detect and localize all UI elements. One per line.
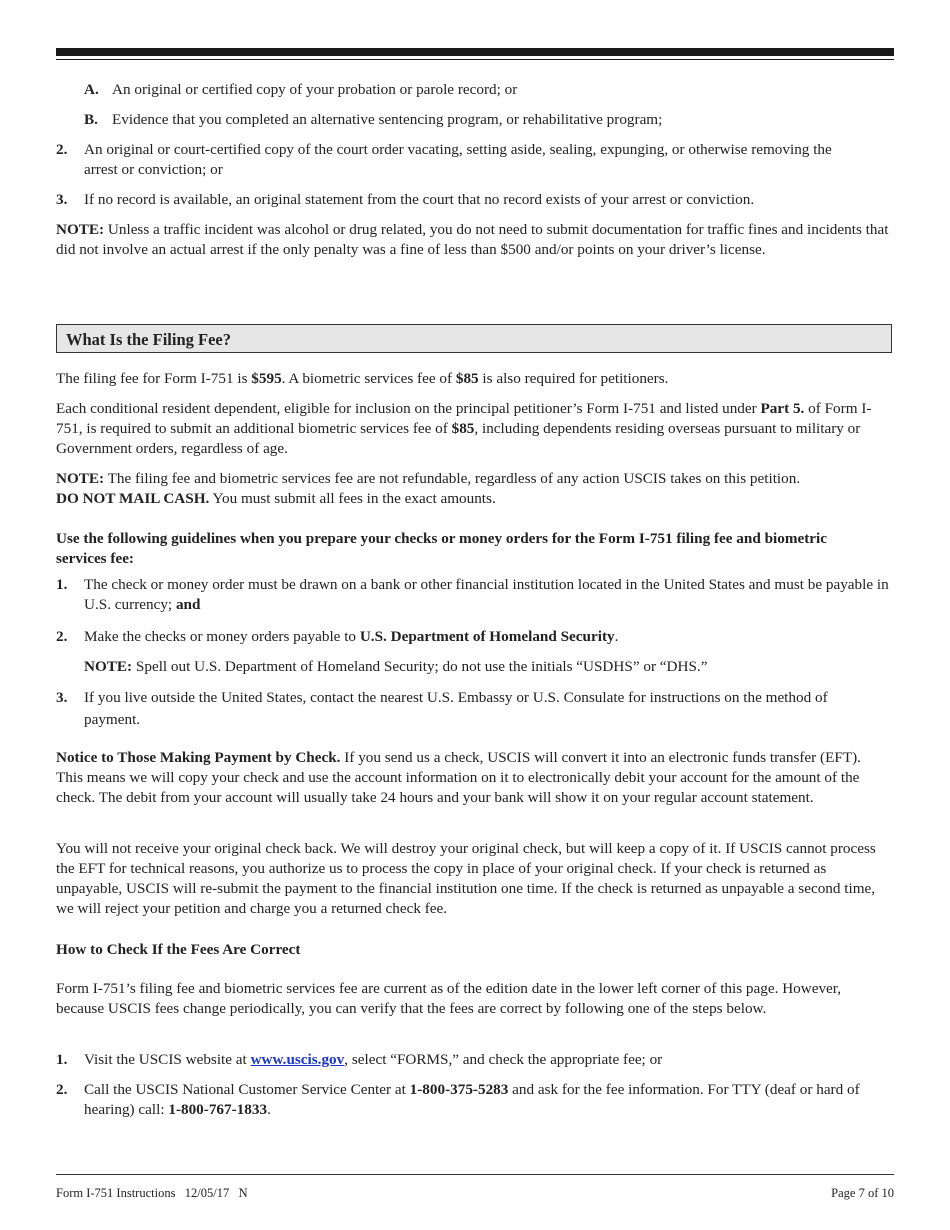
list-item-b bbox=[56, 110, 896, 130]
list-number: 1. bbox=[56, 576, 68, 593]
check-back-paragraph bbox=[56, 839, 894, 919]
how-to-check-paragraph bbox=[56, 979, 886, 1019]
note-text: You must submit all fees in the exact amounts. bbox=[209, 490, 496, 507]
fee-text: is also required for petitioners. bbox=[478, 370, 669, 387]
check-back-text: You will not receive your original check back. We will destroy your original check, but will keep a copy of it. If USCIS cannot process the EFT for technical reasons, you authorize us to process the copy in place of your original check. If your check is returned as unpayable, USCIS will re-submit the payment to the financial institution one time. If the check is returned as unpayable a second time, we will reject your petition and charge you a returned check fee. bbox=[56, 840, 876, 917]
biometric-fee-amount: $85 bbox=[455, 370, 479, 387]
step-text: Call the USCIS National Customer Service Center at bbox=[84, 1081, 410, 1098]
footer-rule bbox=[56, 1174, 894, 1175]
guidelines-heading bbox=[56, 529, 866, 569]
how-to-check-heading bbox=[56, 940, 896, 960]
list-number: 1. bbox=[56, 1051, 68, 1068]
check-notice bbox=[56, 748, 890, 808]
guideline-text: . bbox=[614, 628, 619, 645]
note-refund bbox=[56, 469, 894, 509]
list-number: 2. bbox=[56, 141, 68, 158]
uscis-website-link[interactable]: www.uscis.gov bbox=[250, 1051, 345, 1068]
fee-paragraph bbox=[56, 369, 896, 389]
how-to-check-text: Form I-751’s filing fee and biometric services fee are current as of the edition date in the lower left corner of this page. However, because USCIS fees change periodically, you can verify that the fees are correct by following one of the steps below. bbox=[56, 980, 842, 1017]
no-cash-warning: DO NOT MAIL CASH. bbox=[56, 490, 210, 507]
list-letter: B. bbox=[84, 111, 98, 128]
guideline-note-text bbox=[84, 657, 896, 677]
note-label: NOTE: bbox=[84, 658, 133, 675]
part-reference: Part 5. bbox=[760, 400, 805, 417]
section-header-filing-fee bbox=[56, 324, 892, 353]
dependent-fee-amount: $85 bbox=[451, 420, 475, 437]
step-text: . bbox=[267, 1101, 271, 1118]
step-text: Visit the USCIS website at bbox=[84, 1051, 251, 1068]
note-traffic bbox=[56, 220, 892, 260]
note-text: Spell out U.S. Department of Homeland Security; do not use the initials “USDHS” or “DHS.” bbox=[132, 658, 708, 675]
list-number: 2. bbox=[56, 628, 68, 645]
verify-step-1 bbox=[56, 1050, 896, 1070]
guideline-text: Make the checks or money orders payable to bbox=[84, 628, 360, 645]
list-number: 2. bbox=[56, 1081, 68, 1098]
guideline-note bbox=[56, 657, 896, 677]
check-notice-heading: Notice to Those Making Payment by Check. bbox=[56, 749, 341, 766]
header-thin-rule bbox=[56, 59, 894, 60]
dependent-text: of Form I-751, is required to submit an additional biometric services fee of bbox=[56, 400, 872, 437]
fee-text: The filing fee for Form I-751 is bbox=[56, 370, 252, 387]
list-item-text bbox=[84, 627, 896, 647]
list-item-text bbox=[84, 575, 896, 615]
list-item-text bbox=[84, 1050, 896, 1070]
list-item-text bbox=[84, 1080, 894, 1120]
list-item-text: Evidence that you completed an alternative sentencing program, or rehabilitative program; bbox=[112, 111, 663, 128]
guideline-text: The check or money order must be drawn on a bank or other financial institution located in the United States and must be payable in U.S. currency; bbox=[84, 576, 889, 613]
list-item-3 bbox=[56, 190, 896, 210]
step-text: and ask for the fee information. For TTY (deaf or hard of hearing) call: bbox=[84, 1081, 860, 1118]
note-label: NOTE: bbox=[56, 470, 105, 487]
step-text: , select “FORMS,” and check the appropriate fee; or bbox=[344, 1051, 663, 1068]
dependent-text: , including dependents residing overseas pursuant to military or Government orders, regardless of age. bbox=[56, 420, 861, 457]
note-text: The filing fee and biometric services fee are not refundable, regardless of any action USCIS takes on this petition. bbox=[104, 470, 801, 487]
verify-step-2 bbox=[56, 1080, 894, 1120]
guideline-2 bbox=[56, 627, 896, 647]
list-item-text: If no record is available, an original statement from the court that no record exists of your arrest or conviction. bbox=[84, 191, 755, 208]
tty-phone: 1-800-767-1833 bbox=[168, 1101, 268, 1118]
fee-text: . A biometric services fee of bbox=[281, 370, 456, 387]
list-item-text: An original or certified copy of your probation or parole record; or bbox=[112, 81, 518, 98]
filing-fee-amount: $595 bbox=[251, 370, 282, 387]
guideline-1 bbox=[56, 575, 896, 615]
dependent-paragraph bbox=[56, 399, 894, 459]
check-notice-text: If you send us a check, USCIS will convert it into an electronic funds transfer (EFT). This means we will copy your check and use the account information on it to electronically debit your account for the amount of the check. The debit from your account will usually take 24 hours and your bank will show it on your regular account statement. bbox=[56, 749, 861, 806]
header-thick-rule bbox=[56, 48, 894, 56]
list-item-text: If you live outside the United States, contact the nearest U.S. Embassy or U.S. Consulate for instructions on the method of payment. bbox=[84, 689, 828, 728]
guideline-and: and bbox=[175, 596, 201, 613]
note-text: Unless a traffic incident was alcohol or drug related, you do not need to submit documentation for traffic fines and incidents that did not involve an actual arrest if the only penalty was a fine of less than $500 and/or points on your driver’s license. bbox=[56, 221, 889, 258]
section-title: What Is the Filing Fee? bbox=[66, 330, 231, 349]
how-to-check-heading-text: How to Check If the Fees Are Correct bbox=[56, 941, 301, 958]
payee-name: U.S. Department of Homeland Security bbox=[359, 628, 615, 645]
list-number: 3. bbox=[56, 191, 68, 208]
footer-form-id: Form I-751 Instructions 12/05/17 N bbox=[56, 1186, 248, 1200]
note-label: NOTE: bbox=[56, 221, 105, 238]
guideline-3 bbox=[56, 687, 856, 731]
list-item-a bbox=[56, 80, 896, 100]
service-center-phone: 1-800-375-5283 bbox=[409, 1081, 509, 1098]
list-item-2 bbox=[56, 140, 856, 180]
list-item-text: An original or court-certified copy of the court order vacating, setting aside, sealing, expunging, or otherwise removing the arrest or conviction; or bbox=[84, 141, 832, 178]
list-number: 3. bbox=[56, 689, 68, 706]
list-letter: A. bbox=[84, 81, 99, 98]
guidelines-heading-text: Use the following guidelines when you prepare your checks or money orders for the Form I-751 filing fee and biometric services fee: bbox=[56, 530, 827, 567]
footer-page-number: Page 7 of 10 bbox=[831, 1186, 894, 1200]
dependent-text: Each conditional resident dependent, eligible for inclusion on the principal petitioner’s Form I-751 and listed under bbox=[56, 400, 761, 417]
